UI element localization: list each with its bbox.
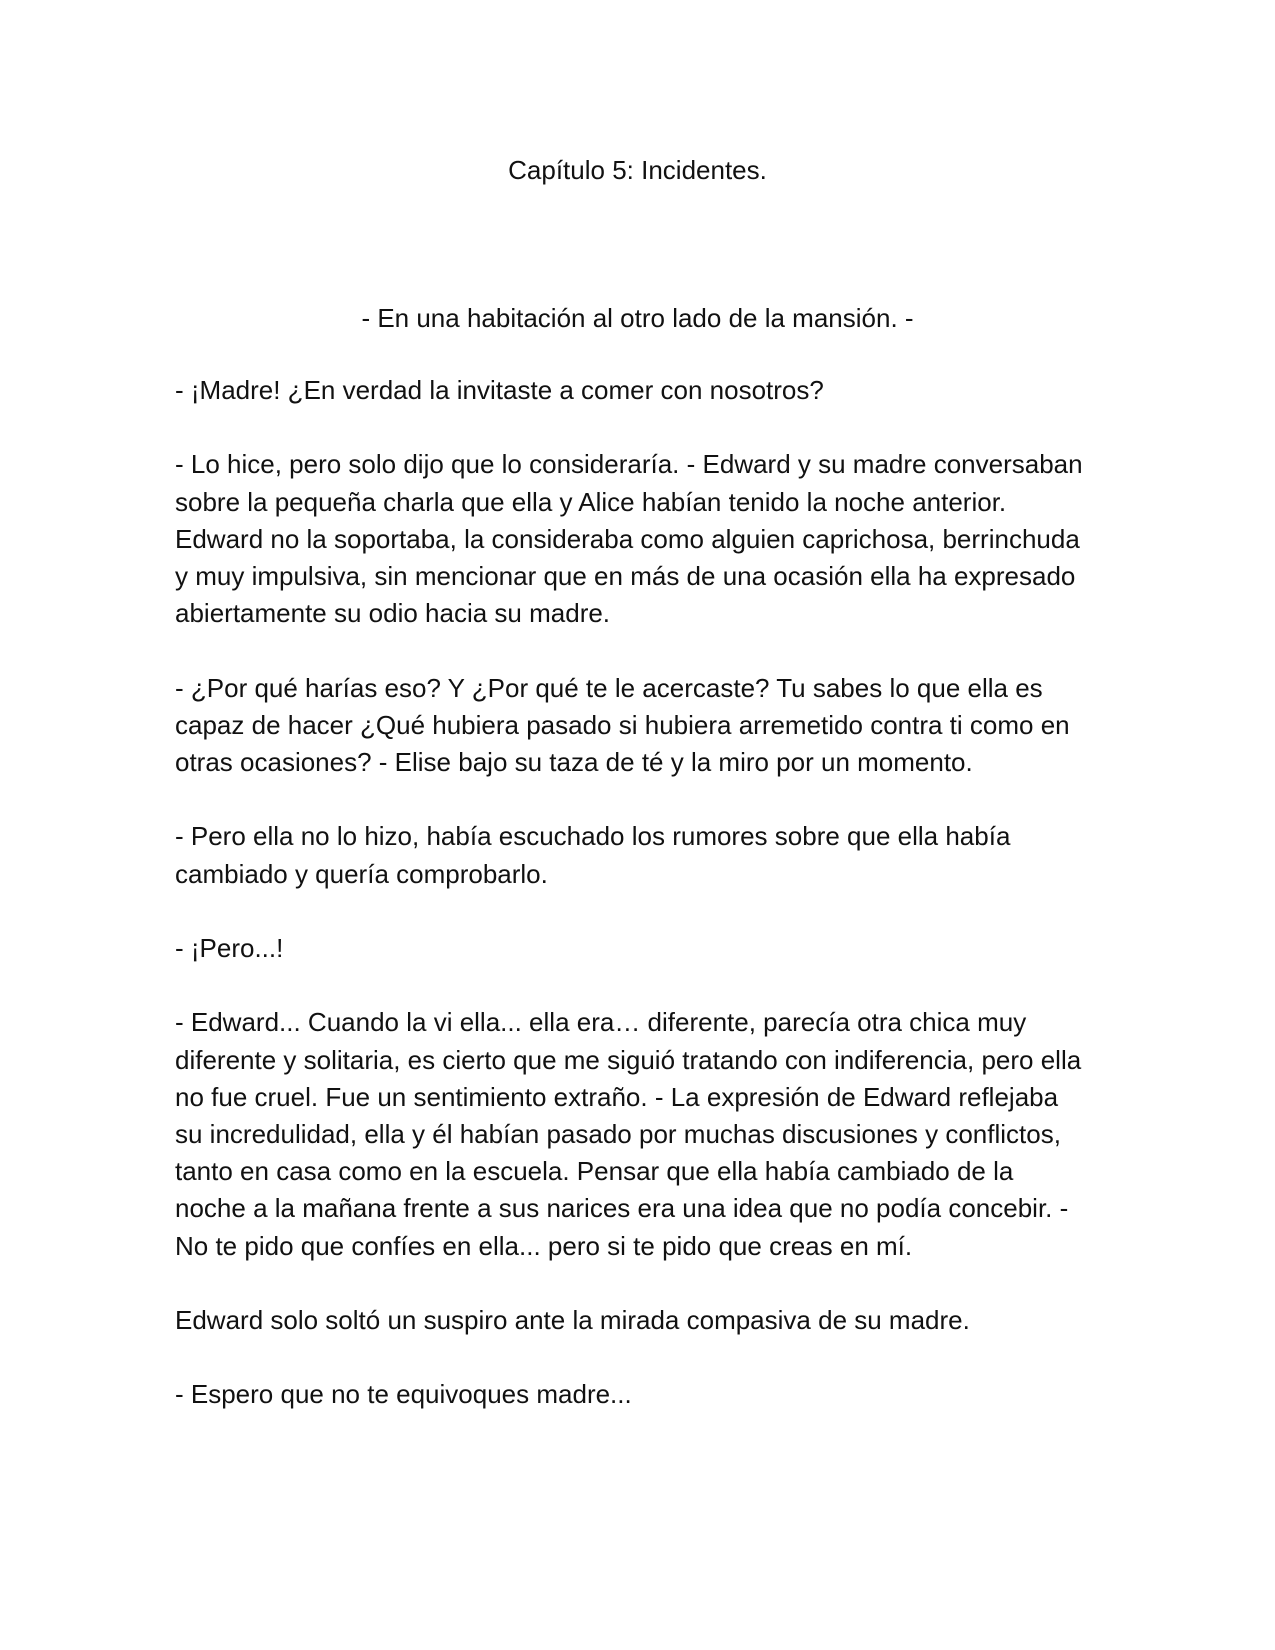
paragraph: - ¿Por qué harías eso? Y ¿Por qué te le acercaste? Tu sabes lo que ella es capaz de hacer ¿Qué hubiera pasado si hubiera arremetido contra ti como en otras ocasiones? - Elise bajo su taza de té y la miro por un momento.	[175, 672, 1070, 777]
paragraph: Edward solo soltó un suspiro ante la mirada compasiva de su madre.	[175, 1304, 970, 1335]
scene-marker: - En una habitación al otro lado de la mansión. -	[361, 303, 914, 333]
paragraph: - Espero que no te equivoques madre...	[175, 1379, 632, 1410]
paragraph: - ¡Madre! ¿En verdad la invitaste a comer con nosotros?	[175, 375, 824, 405]
paragraph: - Pero ella no lo hizo, había escuchado los rumores sobre que ella había cambiado y quería comprobarlo.	[175, 821, 1011, 889]
chapter-title: Capítulo 5: Incidentes.	[508, 155, 767, 185]
body-text	[175, 372, 1085, 1451]
paragraph: - Lo hice, pero solo dijo que lo consideraría. - Edward y su madre conversaban sobre la pequeña charla que ella y Alice habían tenido la noche anterior. Edward no la soportaba, la consideraba como alguien caprichosa, berrinchuda y muy impulsiva, sin mencionar que en más de una ocasión ella ha expresado abiertamente su odio hacia su madre.	[175, 449, 1083, 629]
paragraph: - ¡Pero...!	[175, 932, 284, 963]
paragraph: - Edward... Cuando la vi ella... ella era… diferente, parecía otra chica muy diferente y solitaria, es cierto que me siguió tratando con indiferencia, pero ella no fue cruel. Fue un sentimiento extraño. - La expresión de Edward reflejaba su incredulidad, ella y él habían pasado por muchas discusiones y conflictos, tanto en casa como en la escuela. Pensar que ella había cambiado de la noche a la mañana frente a sus narices era una idea que no podía concebir. - No te pido que confíes en ella... pero si te pido que creas en mí.	[175, 1007, 1082, 1261]
